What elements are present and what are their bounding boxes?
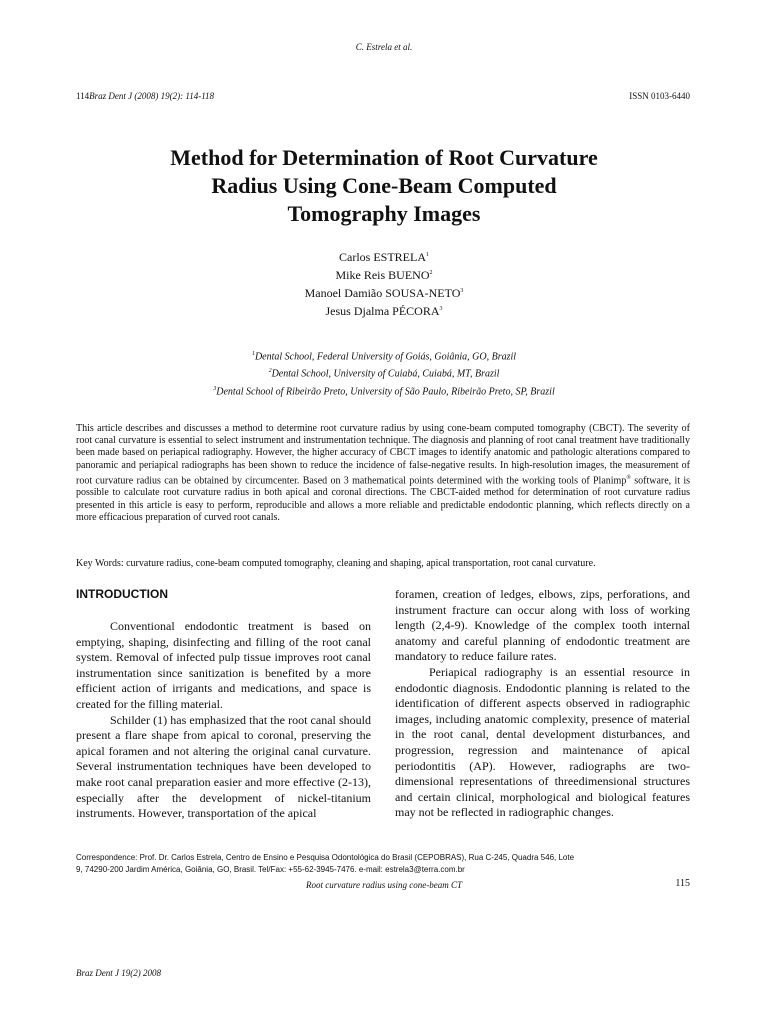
author: Manoel Damião SOUSA-NETO$^3$ [304,286,464,300]
author: Mike Reis BUENO$^2$ [335,268,433,282]
footer-journal: Braz Dent J 19(2) 2008 [76,968,161,978]
affiliation: $^2$Dental School, University of Cuiabá, Cuiabá, MT, Brazil [268,368,500,380]
correspondence-line: 9, 74290-200 Jardim América, Goiânia, GO, Brasil. Tel/Fax: +55-62-3945-7476. e-mail: estrela3@terra.com.br [76,865,465,874]
correspondence-line: Correspondence: Prof. Dr. Carlos Estrela, Centro de Ensino e Pesquisa Odontológica do Brasil (CEPOBRAS), Rua C-245, Quadra 546, Lote [76,853,575,862]
issn: ISSN 0103-6440 [629,91,690,101]
keywords: Key Words: curvature radius, cone-beam computed tomography, cleaning and shaping, apical transportation, root canal curvature. [76,558,596,569]
affiliation: $^1$Dental School, Federal University of Goiás, Goiânia, GO, Brazil [251,351,517,363]
author-list [0,247,768,319]
author: Jesus Djalma PÉCORA$^3$ [325,304,443,318]
affiliation: $^3$Dental School of Ribeirão Preto, University of São Paulo, Ribeirão Preto, SP, Brazil [213,385,555,397]
page-number: 115 [675,878,690,889]
affiliations [0,347,768,399]
author: Carlos ESTRELA$^1$ [339,250,429,264]
paragraph: Conventional endodontic treatment is based on emptying, shaping, disinfecting and filling of the root canal system. Removal of infected pulp tissue improves root canal instrumentation since sanitization is benefited by a more efficient action of irrigants and medications, and space is created for the filling material. [76,619,371,711]
paragraph: foramen, creation of ledges, elbows, zips, perforations, and instrument fracture can occur along with loss of working length (2,4-9). Knowledge of the complex tooth internal anatomy and careful planning of endodontic treatment are mandatory to reduce failure rates. [395,587,690,664]
footer-running-title: Root curvature radius using cone-beam CT [306,880,462,890]
abstract: This article describes and discusses a method to determine root curvature radius by using cone-beam computed tomography (CBCT). The severity of root canal curvature is essential to select instrument and instrumentation technique. The diagnosis and planning of root canal treatment have traditionally been made based on periapical radiography. However, the higher accuracy of CBCT images to identify anatomic and pathologic alterations compared to panoramic and periapical radiographs has been shown to reduce the incidence of false-negative results. In high-resolution images, the measurement of root curvature radius can be obtained by circumcenter. Based on 3 mathematical points determined with the working tools of Planimp® software, it is possible to calculate root curvature radius in both apical and coronal directions. The CBCT-aided method for determination of root curvature radius presented in this article is easy to perform, reproducible and allows a more reliable and predictable endodontic planning, which reflects directly on a more efficacious preparation of curved root canals. [76,423,691,523]
journal-citation: 114Braz Dent J (2008) 19(2): 114-118 [76,91,215,101]
paragraph: Periapical radiography is an essential resource in endodontic diagnosis. Endodontic planning is related to the identification of different aspects observed in radiographic images, including anatomic complexity, presence of material in the root canal, dental development disturbances, and progression, regression and maintenance of apical periodontitis (AP). However, radiographs are two-dimensional representations of threedimensional structures and certain clinical, morphological and biological features may not be reflected in radiographic changes. [395,664,690,820]
title-line: Tomography Images [287,201,481,226]
title-line: Radius Using Cone-Beam Computed [211,173,557,198]
running-head: C. Estrela et al. [355,42,413,52]
right-column [395,587,690,821]
left-column [76,619,371,822]
section-heading: INTRODUCTION [76,587,168,601]
paragraph: Schilder (1) has emphasized that the root canal should present a flare shape from apical to coronal, preserving the apical foramen and not altering the original canal curvature. Several instrumentation techniques have been developed to make root canal preparation easier and more effective (2-13), especially after the development of nickel-titanium instruments. However, transportation of the apical [76,712,371,821]
journal-citation-line [76,91,690,101]
title-line: Method for Determination of Root Curvature [170,145,598,170]
article-title [84,144,684,228]
correspondence-footnote [76,852,690,876]
